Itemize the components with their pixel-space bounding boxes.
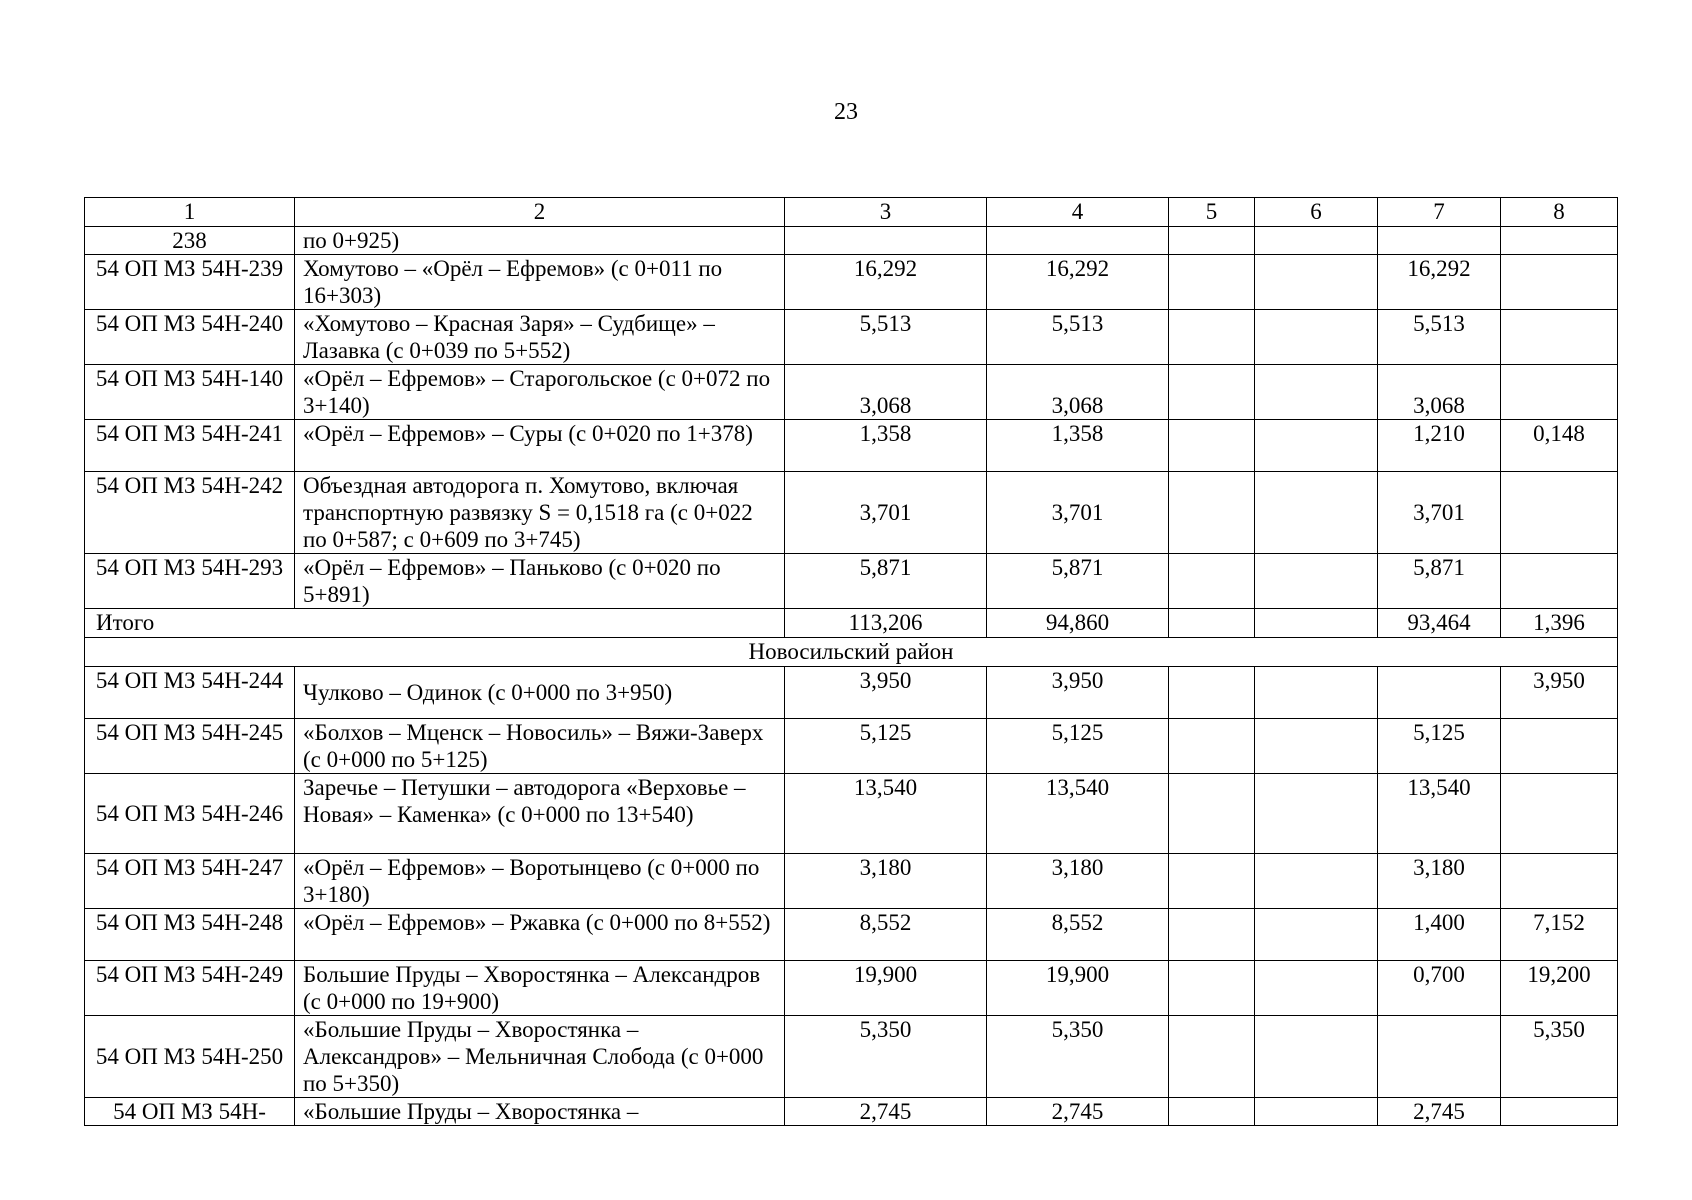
value-cell-c3: 19,900	[785, 961, 987, 1016]
value-cell-c3	[785, 227, 987, 255]
road-name-cell: Хомутово – «Орёл – Ефремов» (с 0+011 по 16+303)	[295, 255, 785, 310]
total-value-c3: 113,206	[785, 609, 987, 638]
value-cell-c3: 5,125	[785, 719, 987, 774]
road-code-cell: 54 ОП МЗ 54Н-240	[85, 310, 295, 365]
column-header: 7	[1378, 198, 1501, 227]
table-row	[85, 909, 1618, 961]
road-code-cell: 54 ОП МЗ 54Н-248	[85, 909, 295, 961]
total-value-c8: 1,396	[1501, 609, 1618, 638]
value-cell-c3: 3,701	[785, 472, 987, 554]
table-row	[85, 554, 1618, 609]
road-code-cell: 54 ОП МЗ 54Н-241	[85, 420, 295, 472]
value-cell-c6	[1255, 554, 1378, 609]
value-cell-c6	[1255, 365, 1378, 420]
value-cell-c6	[1255, 961, 1378, 1016]
road-name-cell: «Большие Пруды – Хворостянка –	[295, 1098, 785, 1126]
value-cell-c8	[1501, 227, 1618, 255]
value-cell-c3: 3,950	[785, 667, 987, 719]
value-cell-c4: 13,540	[987, 774, 1169, 854]
total-value-c4: 94,860	[987, 609, 1169, 638]
road-name-cell: Чулково – Одинок (с 0+000 по 3+950)	[295, 667, 785, 719]
value-cell-c7: 5,125	[1378, 719, 1501, 774]
road-code-cell: 54 ОП МЗ 54Н-140	[85, 365, 295, 420]
value-cell-c5	[1169, 420, 1255, 472]
value-cell-c8	[1501, 719, 1618, 774]
value-cell-c7: 3,068	[1378, 365, 1501, 420]
road-name-cell: «Орёл – Ефремов» – Суры (с 0+020 по 1+378)	[295, 420, 785, 472]
table-row	[85, 1098, 1618, 1126]
road-name-cell: Большие Пруды – Хворостянка – Александров (с 0+000 по 19+900)	[295, 961, 785, 1016]
value-cell-c3: 3,180	[785, 854, 987, 909]
total-value-c7: 93,464	[1378, 609, 1501, 638]
road-code-cell: 54 ОП МЗ 54Н-293	[85, 554, 295, 609]
value-cell-c3: 3,068	[785, 365, 987, 420]
road-code-cell: 54 ОП МЗ 54Н-245	[85, 719, 295, 774]
road-name-cell: «Орёл – Ефремов» – Ржавка (с 0+000 по 8+552)	[295, 909, 785, 961]
value-cell-c6	[1255, 909, 1378, 961]
value-cell-c5	[1169, 667, 1255, 719]
value-cell-c5	[1169, 365, 1255, 420]
road-code-cell: 54 ОП МЗ 54Н-239	[85, 255, 295, 310]
value-cell-c7: 3,701	[1378, 472, 1501, 554]
value-cell-c4: 5,871	[987, 554, 1169, 609]
value-cell-c6	[1255, 420, 1378, 472]
value-cell-c8	[1501, 255, 1618, 310]
value-cell-c8	[1501, 554, 1618, 609]
table-body	[85, 198, 1618, 1126]
value-cell-c6	[1255, 255, 1378, 310]
value-cell-c7: 13,540	[1378, 774, 1501, 854]
table-row	[85, 719, 1618, 774]
value-cell-c5	[1169, 854, 1255, 909]
page-number: 23	[834, 99, 858, 125]
value-cell-c7: 5,871	[1378, 554, 1501, 609]
value-cell-c8: 7,152	[1501, 909, 1618, 961]
table-row	[85, 420, 1618, 472]
value-cell-c7: 1,400	[1378, 909, 1501, 961]
total-row	[85, 609, 1618, 638]
value-cell-c6	[1255, 472, 1378, 554]
value-cell-c8: 5,350	[1501, 1016, 1618, 1098]
value-cell-c5	[1169, 1098, 1255, 1126]
value-cell-c6	[1255, 854, 1378, 909]
value-cell-c5	[1169, 255, 1255, 310]
value-cell-c6	[1255, 227, 1378, 255]
value-cell-c8	[1501, 1098, 1618, 1126]
value-cell-c7: 2,745	[1378, 1098, 1501, 1126]
value-cell-c3: 2,745	[785, 1098, 987, 1126]
value-cell-c4: 5,350	[987, 1016, 1169, 1098]
value-cell-c7	[1378, 667, 1501, 719]
value-cell-c3: 8,552	[785, 909, 987, 961]
value-cell-c7: 1,210	[1378, 420, 1501, 472]
column-header: 2	[295, 198, 785, 227]
road-name-cell: «Орёл – Ефремов» – Воротынцево (с 0+000 по 3+180)	[295, 854, 785, 909]
value-cell-c5	[1169, 961, 1255, 1016]
road-code-cell: 54 ОП МЗ 54Н-244	[85, 667, 295, 719]
value-cell-c4: 5,125	[987, 719, 1169, 774]
value-cell-c4: 8,552	[987, 909, 1169, 961]
value-cell-c3: 5,513	[785, 310, 987, 365]
table-row	[85, 365, 1618, 420]
value-cell-c5	[1169, 719, 1255, 774]
table-row	[85, 854, 1618, 909]
value-cell-c8: 19,200	[1501, 961, 1618, 1016]
value-cell-c3: 5,871	[785, 554, 987, 609]
value-cell-c3: 5,350	[785, 1016, 987, 1098]
table-row	[85, 667, 1618, 719]
value-cell-c4	[987, 227, 1169, 255]
value-cell-c6	[1255, 310, 1378, 365]
road-name-cell: «Хомутово – Красная Заря» – Судбище» – Лазавка (с 0+039 по 5+552)	[295, 310, 785, 365]
value-cell-c7	[1378, 1016, 1501, 1098]
district-row	[85, 638, 1618, 667]
column-header: 1	[85, 198, 295, 227]
total-value-c5	[1169, 609, 1255, 638]
road-name-cell: Заречье – Петушки – автодорога «Верховье – Новая» – Каменка» (с 0+000 по 13+540)	[295, 774, 785, 854]
value-cell-c4: 1,358	[987, 420, 1169, 472]
road-code-cell: 238	[85, 227, 295, 255]
value-cell-c7: 3,180	[1378, 854, 1501, 909]
value-cell-c6	[1255, 1098, 1378, 1126]
table-row	[85, 961, 1618, 1016]
value-cell-c6	[1255, 667, 1378, 719]
value-cell-c3: 1,358	[785, 420, 987, 472]
value-cell-c4: 19,900	[987, 961, 1169, 1016]
roads-table	[84, 197, 1618, 1126]
road-code-cell: 54 ОП МЗ 54Н-242	[85, 472, 295, 554]
value-cell-c6	[1255, 774, 1378, 854]
value-cell-c6	[1255, 719, 1378, 774]
table-header-row	[85, 198, 1618, 227]
value-cell-c4: 2,745	[987, 1098, 1169, 1126]
value-cell-c8: 0,148	[1501, 420, 1618, 472]
value-cell-c4: 3,068	[987, 365, 1169, 420]
road-name-cell: по 0+925)	[295, 227, 785, 255]
road-name-cell: «Орёл – Ефремов» – Старогольское (с 0+072 по 3+140)	[295, 365, 785, 420]
value-cell-c7: 5,513	[1378, 310, 1501, 365]
value-cell-c4: 3,950	[987, 667, 1169, 719]
road-name-cell: «Орёл – Ефремов» – Паньково (с 0+020 по 5+891)	[295, 554, 785, 609]
value-cell-c8	[1501, 365, 1618, 420]
road-code-cell: 54 ОП МЗ 54Н-247	[85, 854, 295, 909]
table-row	[85, 255, 1618, 310]
value-cell-c5	[1169, 310, 1255, 365]
road-code-cell: 54 ОП МЗ 54Н-250	[85, 1016, 295, 1098]
value-cell-c7: 16,292	[1378, 255, 1501, 310]
value-cell-c3: 13,540	[785, 774, 987, 854]
value-cell-c5	[1169, 1016, 1255, 1098]
value-cell-c6	[1255, 1016, 1378, 1098]
road-code-cell: 54 ОП МЗ 54Н-249	[85, 961, 295, 1016]
road-code-cell: 54 ОП МЗ 54Н-	[85, 1098, 295, 1126]
road-code-cell: 54 ОП МЗ 54Н-246	[85, 774, 295, 854]
value-cell-c4: 3,701	[987, 472, 1169, 554]
value-cell-c8: 3,950	[1501, 667, 1618, 719]
value-cell-c5	[1169, 774, 1255, 854]
column-header: 5	[1169, 198, 1255, 227]
table-row	[85, 774, 1618, 854]
column-header: 6	[1255, 198, 1378, 227]
value-cell-c7: 0,700	[1378, 961, 1501, 1016]
district-title: Новосильский район	[85, 638, 1618, 667]
column-header: 3	[785, 198, 987, 227]
value-cell-c5	[1169, 554, 1255, 609]
road-name-cell: «Болхов – Мценск – Новосиль» – Вяжи-Заверх (с 0+000 по 5+125)	[295, 719, 785, 774]
road-name-cell: «Большие Пруды – Хворостянка – Александров» – Мельничная Слобода (с 0+000 по 5+350)	[295, 1016, 785, 1098]
value-cell-c8	[1501, 774, 1618, 854]
value-cell-c3: 16,292	[785, 255, 987, 310]
road-name-cell: Объездная автодорога п. Хомутово, включая транспортную развязку S = 0,1518 га (с 0+022 по 0+587; с 0+609 по 3+745)	[295, 472, 785, 554]
value-cell-c4: 5,513	[987, 310, 1169, 365]
value-cell-c5	[1169, 227, 1255, 255]
value-cell-c8	[1501, 472, 1618, 554]
value-cell-c7	[1378, 227, 1501, 255]
total-value-c6	[1255, 609, 1378, 638]
value-cell-c5	[1169, 909, 1255, 961]
value-cell-c4: 16,292	[987, 255, 1169, 310]
value-cell-c4: 3,180	[987, 854, 1169, 909]
table-row	[85, 1016, 1618, 1098]
value-cell-c5	[1169, 472, 1255, 554]
value-cell-c8	[1501, 854, 1618, 909]
total-label: Итого	[85, 609, 785, 638]
value-cell-c8	[1501, 310, 1618, 365]
table-row	[85, 227, 1618, 255]
table-row	[85, 472, 1618, 554]
column-header: 4	[987, 198, 1169, 227]
column-header: 8	[1501, 198, 1618, 227]
table-row	[85, 310, 1618, 365]
